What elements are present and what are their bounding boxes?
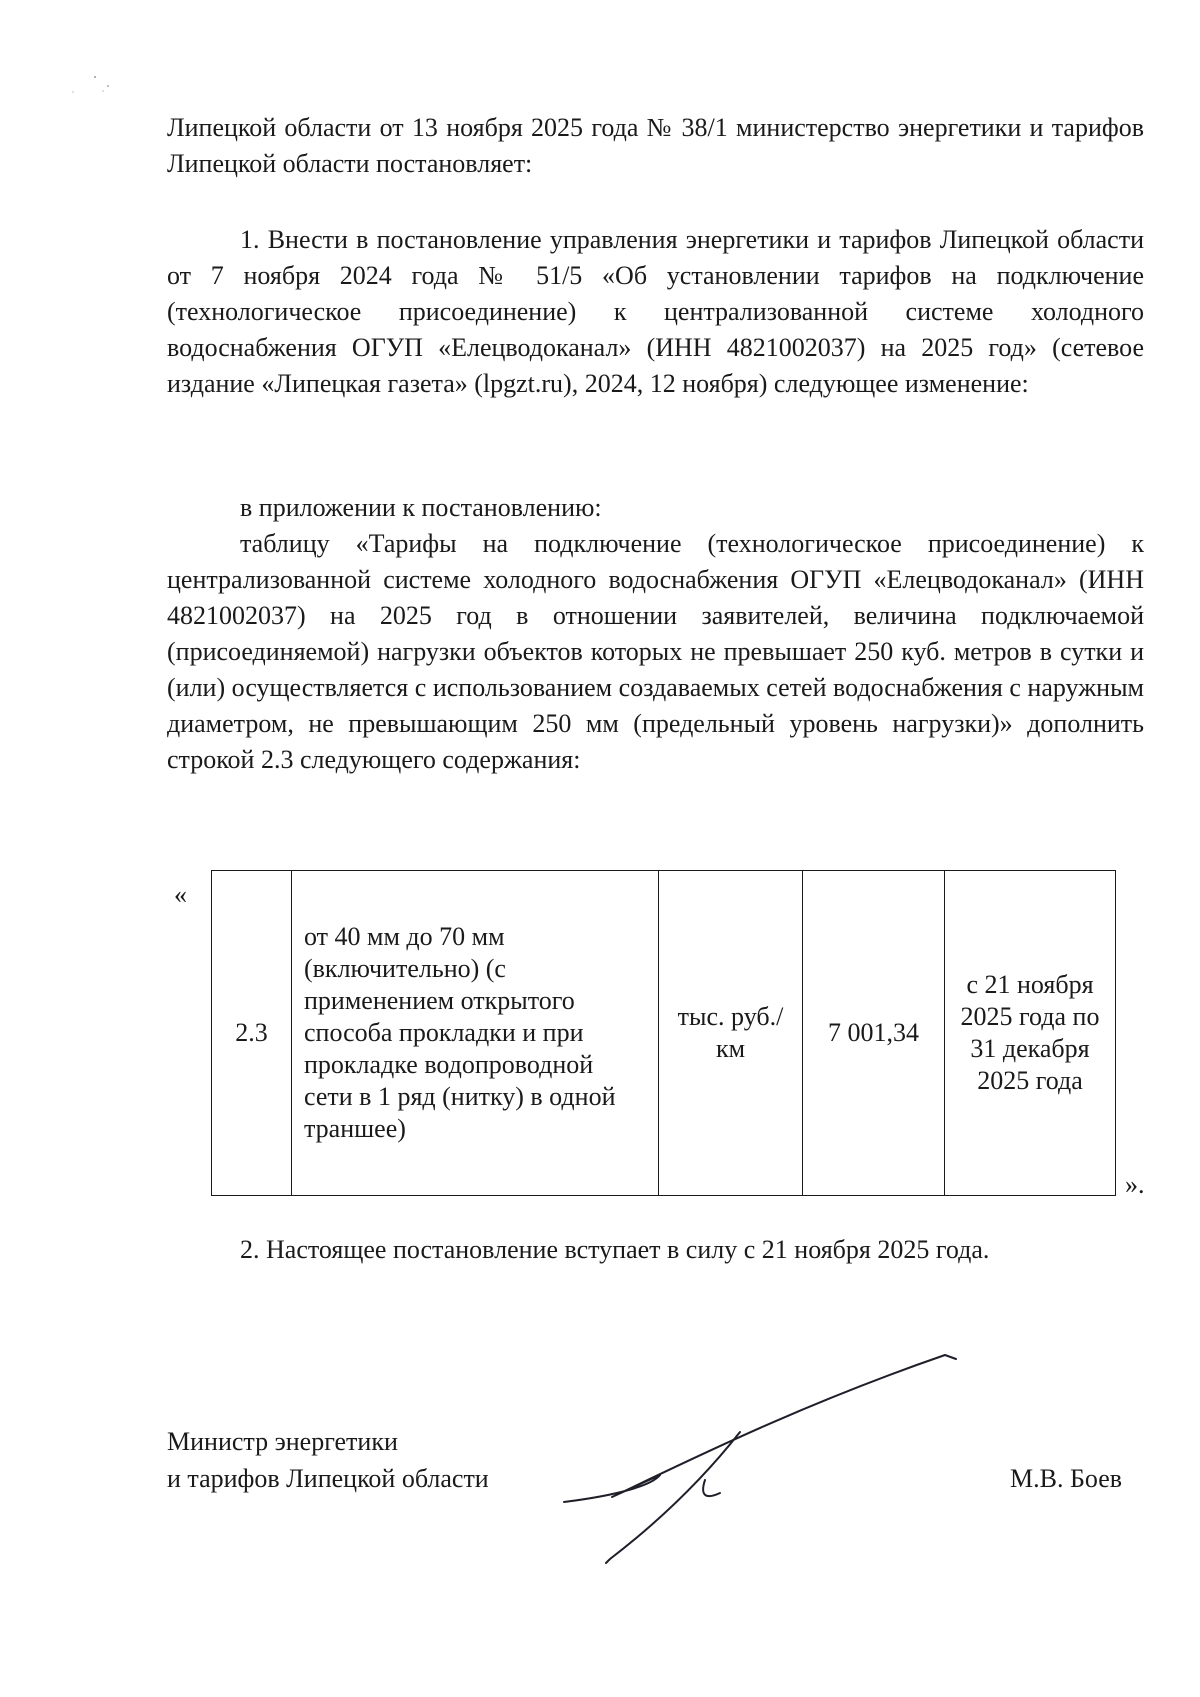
close-quote: ». <box>1125 1170 1145 1199</box>
item-1-paragraph: 1. Внести в постановление управления энергетики и тарифов Липецкой области от 7 ноября 2024 года № 51/5 «Об установлении тарифов на подключение (технологическое присоединение) к централизованной системе холодного водоснабжения ОГУП «Елецводоканал» (ИНН 4821002037) на 2025 год» (сетевое издание «Липецкая газета» (lpgzt.ru), 2024, 12 ноября) следующее изменение: <box>167 225 1144 398</box>
row-period-cell: с 21 ноября 2025 года по 31 декабря 2025 года <box>945 871 1116 1196</box>
tariff-table <box>211 870 1116 1196</box>
item-2-paragraph: 2. Настоящее постановление вступает в силу с 21 ноября 2025 года. <box>240 1235 990 1264</box>
annex-line: в приложении к постановлению: <box>240 493 602 522</box>
signatory-name: М.В. Боев <box>1010 1464 1123 1493</box>
position-line-1: Министр энергетики <box>167 1427 398 1456</box>
tariff-table-wrapper <box>211 870 1116 1196</box>
row-value-cell: 7 001,34 <box>803 871 945 1196</box>
row-unit-cell: тыс. руб./км <box>659 871 803 1196</box>
row-number-cell: 2.3 <box>212 871 292 1196</box>
open-quote: « <box>174 880 187 909</box>
intro-paragraph: Липецкой области от 13 ноября 2025 года № 38/1 министерство энергетики и тарифов Липецкой области постановляет: <box>167 113 1144 178</box>
table-reference-paragraph: таблицу «Тарифы на подключение (технологическое присоединение) к централизованной системе холодного водоснабжения ОГУП «Елецводоканал» (ИНН 4821002037) на 2025 год в отношении заявителей, величина подключаемой (присоединяемой) нагрузки объектов которых не превышает 250 куб. метров в сутки и (или) осуществляется с использованием создаваемых сетей водоснабжения с наружным диаметром, не превышающим 250 мм (предельный уровень нагрузки)» дополнить строкой 2.3 следующего содержания: <box>167 529 1144 774</box>
position-line-2: и тарифов Липецкой области <box>167 1464 489 1493</box>
row-description-cell: от 40 мм до 70 мм (включительно) (с применением открытого способа прокладки и при прокладке водопроводной сети в 1 ряд (нитку) в одной траншее) <box>292 871 659 1196</box>
signatory-position <box>167 1423 489 1497</box>
table-row <box>212 871 1116 1196</box>
handwritten-signature <box>560 1345 960 1570</box>
